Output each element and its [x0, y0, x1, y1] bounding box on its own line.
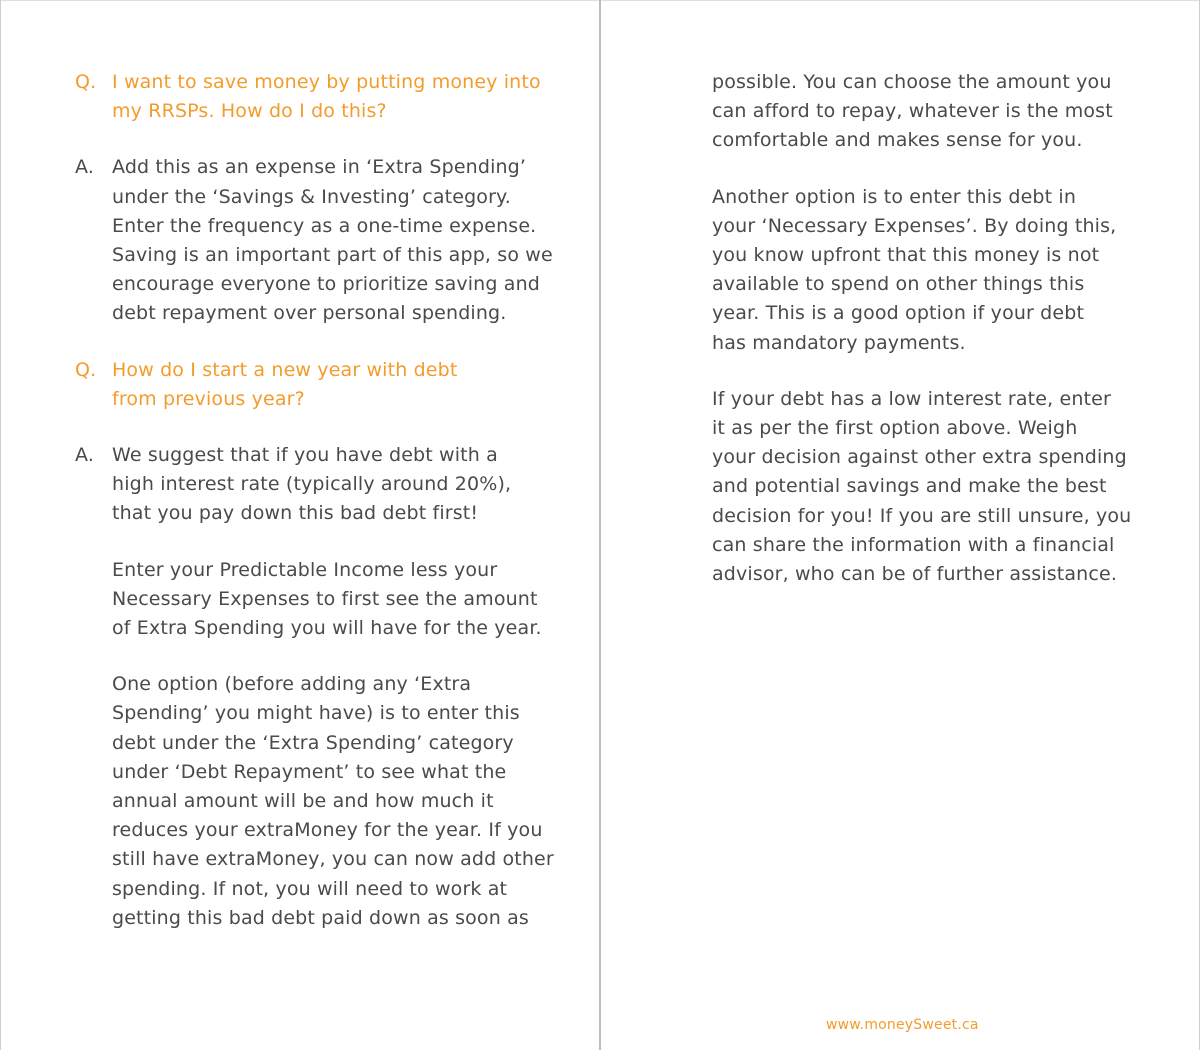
answer-line: of Extra Spending you will have for the year. [112, 617, 542, 640]
answer-marker: A. [75, 156, 95, 179]
answer-debt [75, 441, 555, 933]
question-line: How do I start a new year with debt [112, 358, 458, 381]
answer-line: that you pay down this bad debt first! [112, 502, 479, 525]
answer-line: under ‘Debt Repayment’ to see what the [112, 760, 507, 783]
paragraph-line: your ‘Necessary Expenses’. By doing this, [712, 214, 1117, 237]
paragraph-line: it as per the first option above. Weigh [712, 417, 1078, 440]
paragraph-line: Another option is to enter this debt in [712, 185, 1077, 208]
paragraph-line: has mandatory payments. [712, 331, 966, 354]
paragraph-line: advisor, who can be of further assistance. [712, 563, 1118, 586]
footer-website-url[interactable]: www.moneySweet.ca [826, 1017, 979, 1033]
paragraph-low-interest [712, 385, 1142, 589]
answer-line: spending. If not, you will need to work at [112, 877, 508, 900]
answer-line: reduces your extraMoney for the year. If you [112, 819, 543, 842]
paragraph-line: decision for you! If you are still unsure, you [712, 504, 1132, 527]
answer-line: encourage everyone to prioritize saving and [112, 273, 540, 296]
question-debt [75, 356, 555, 414]
paragraph-repay-amount [712, 68, 1142, 156]
answer-line: debt under the ‘Extra Spending’ category [112, 731, 514, 754]
left-page [75, 68, 555, 933]
answer-line: Enter the frequency as a one-time expense. [112, 214, 537, 237]
question-line: my RRSPs. How do I do this? [112, 100, 387, 123]
answer-line: debt repayment over personal spending. [112, 302, 507, 325]
paragraph-line: possible. You can choose the amount you [712, 71, 1112, 93]
paragraph-line: you know upfront that this money is not [712, 244, 1100, 267]
answer-line: getting this bad debt paid down as soon as [112, 906, 529, 929]
paragraph-line: your decision against other extra spending [712, 446, 1127, 469]
answer-line: high interest rate (typically around 20%), [112, 473, 512, 496]
answer-line: One option (before adding any ‘Extra [112, 673, 472, 696]
paragraph-line: comfortable and makes sense for you. [712, 129, 1083, 152]
paragraph-line: If your debt has a low interest rate, enter [712, 387, 1111, 410]
paragraph-line: can share the information with a financial [712, 533, 1115, 556]
answer-line: under the ‘Savings & Investing’ category. [112, 185, 511, 208]
page-edge-left [0, 0, 1, 1050]
paragraph-line: available to spend on other things this [712, 273, 1085, 296]
right-page [712, 68, 1142, 589]
question-line: I want to save money by putting money into [112, 71, 541, 93]
answer-line: annual amount will be and how much it [112, 790, 494, 813]
answer-line: Necessary Expenses to first see the amount [112, 587, 538, 610]
question-rrsp [75, 68, 555, 126]
question-marker: Q. [75, 71, 97, 93]
answer-line: Saving is an important part of this app, so we [112, 244, 553, 267]
question-marker: Q. [75, 358, 97, 381]
answer-line: Spending’ you might have) is to enter this [112, 702, 520, 725]
answer-line: still have extraMoney, you can now add other [112, 848, 554, 871]
center-fold-divider [599, 0, 601, 1050]
paragraph-line: year. This is a good option if your debt [712, 302, 1085, 325]
answer-line: Add this as an expense in ‘Extra Spending’ [112, 156, 527, 179]
paragraph-line: can afford to repay, whatever is the most [712, 100, 1113, 123]
paragraph-necessary-expenses [712, 183, 1142, 358]
answer-line: We suggest that if you have debt with a [112, 444, 498, 467]
paragraph-line: and potential savings and make the best [712, 475, 1107, 498]
question-line: from previous year? [112, 387, 305, 410]
answer-marker: A. [75, 444, 95, 467]
answer-rrsp [75, 153, 555, 328]
answer-line: Enter your Predictable Income less your [112, 558, 498, 581]
